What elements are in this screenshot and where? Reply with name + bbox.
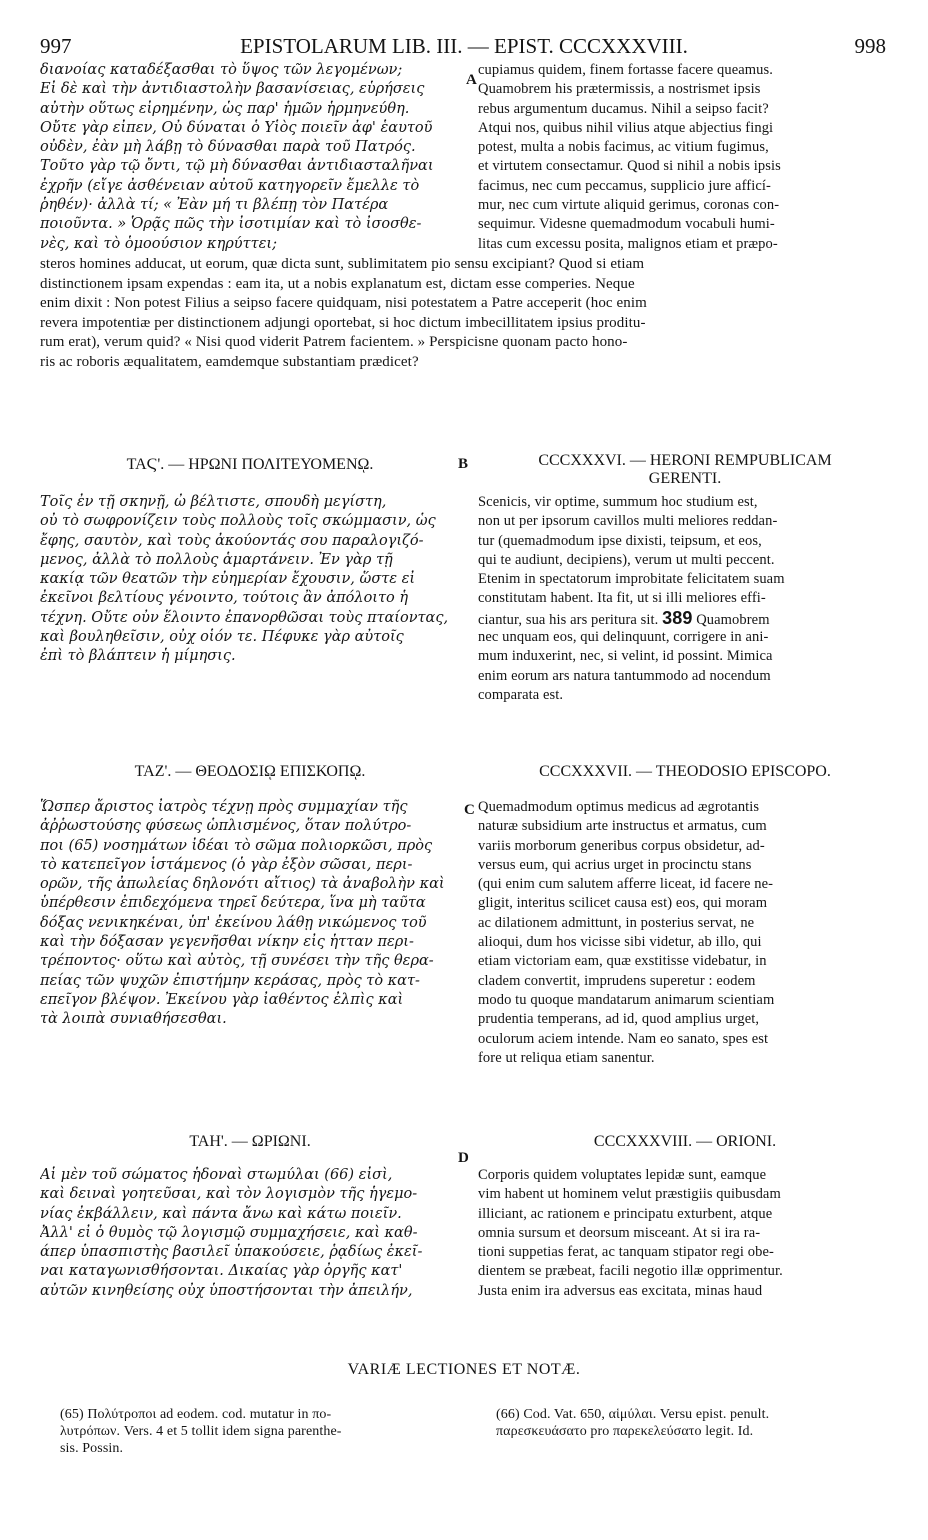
running-header: EPISTOLARUM LIB. III. — EPIST. CCCXXXVIII. — [240, 34, 688, 58]
greek-line: ναι καταγωνισθήσονται. Δικαίας γὰρ ὀργῆς κατ' — [40, 1263, 403, 1280]
greek-line: Ἀλλ' εἰ ὁ θυμὸς τῷ λογισμῷ συμμαχήσειε, καὶ καθ- — [40, 1224, 418, 1241]
latin-line: rum erat), verum quid? « Nisi quod viderit Patrem facientem. » Perspicisne quonam pacto hono- — [40, 334, 628, 351]
latin-line: Quemadmodum optimus medicus ad ægrotantis — [478, 799, 760, 815]
greek-line: Τοῖς ἐν τῇ σκηνῇ, ὦ βέλτιστε, σπουδὴ μεγίστη, — [40, 494, 387, 510]
latin-line: tioni suppetias ferat, ac tanquam stipator regi obe- — [478, 1244, 774, 1261]
greek-line: αὐτῶν κινηθείσης οὐχ ὑποστήσονται τὴν ἀπειλήν, — [40, 1282, 413, 1299]
greek-line: τὸ κατεπεῖγον ἱστάμενος (ὁ γὰρ ἐξὸν σῶσαι, περι- — [40, 856, 413, 873]
latin-line: qui te audiunt, decipiens), verum ut multi peccent. — [478, 551, 775, 568]
margin-marker-c: C — [464, 802, 475, 818]
latin-line: illiciant, ac rationem e principatu exturbent, atque — [478, 1205, 773, 1222]
column-number: 389 — [662, 608, 693, 628]
latin-line: mum induxerint, nec, si velint, id possint. Mimica — [478, 648, 773, 665]
notes-title: VARIÆ LECTIONES ET NOTÆ. — [347, 1361, 581, 1378]
left-page-number: 997 — [40, 34, 72, 58]
note-line: λυτρόπων. Vers. 4 et 5 tollit idem signa parenthe- — [60, 1424, 342, 1439]
latin-line: litas cum excessu posita, malignos etiam et præpo- — [478, 235, 778, 252]
greek-line: ῥηθέν)· ἀλλὰ τί; « Ἐὰν μή τι βλέπῃ τὸν Πατέρα — [40, 197, 389, 214]
latin-line: steros homines adducat, ut eorum, quæ dicta sunt, sublimitatem pio sensu excipiant? Quod si etiam — [40, 256, 645, 272]
section-1-latin — [478, 493, 892, 705]
latin-line: mur, nec cum virtute aliquid gerimus, coronas con- — [478, 197, 780, 214]
latin-line: fore ut reliqua etiam sanentur. — [478, 1049, 655, 1066]
latin-line: sequimur. Videsne quemadmodum vocabuli humi- — [478, 216, 775, 233]
margin-marker-a: A — [466, 72, 477, 88]
latin-line: distinctionem ipsam expendas : eam ita, ut a nobis explanatum est, dictam esse comperies. Neque — [40, 275, 635, 292]
latin-line: Scenicis, vir optime, summum hoc studium est, — [478, 494, 758, 510]
greek-section-title: ΤΑΖ'. — ΘΕΟΔΟΣΙῼ ΕΠΙΣΚΟΠῼ. — [134, 763, 366, 780]
latin-line: prudentia temperans, ad id, quod amplius urget, — [478, 1011, 760, 1028]
greek-line: διανοίας καταδέξασθαι τὸ ὕψος τῶν λεγομένων; — [40, 62, 403, 78]
latin-line: tur (quemadmodum ipse dixisti, teipsum, et eos, — [478, 532, 762, 549]
latin-line: nec unquam eos, qui delinquunt, corrigere in ani- — [478, 629, 769, 646]
greek-line: ἀῤῥωστούσης φύσεως ὡπλισμένος, ὅταν πολύτρο- — [40, 818, 412, 835]
latin-line: Justa enim ira adversus eas excitata, minas haud — [478, 1282, 763, 1299]
greek-section-title: ΤΑΗ'. — ΩΡΙΩΝΙ. — [189, 1133, 311, 1150]
note-line: παρεσκευάσατο pro παρεκελεύσατο legit. Id. — [496, 1424, 754, 1439]
note-line: (65) Πολύτροποι ad eodem. cod. mutatur in πο- — [60, 1407, 332, 1422]
greek-line: ορῶν, τῆς ἀπωλείας δηλονότι αἴτιος) τὰ ἀναβολὴν καὶ — [40, 876, 445, 893]
greek-line: ἔφης, σαυτὸν, καὶ τοὺς ἀκούοντάς σου παραλογιζό- — [40, 532, 424, 549]
greek-line: τρέποντος· οὕτω καὶ αὐτὸς, τῇ συνέσει τὴν τῆς θερα- — [40, 953, 434, 970]
latin-section-title: CCCXXXVII. — THEODOSIO EPISCOPO. — [539, 763, 831, 780]
greek-line: δόξας νενικηκέναι, ὑπ' ἐκείνου λάθῃ νικώμενος τοῦ — [40, 914, 427, 931]
latin-line: Quamobrem his prætermissis, a nostrismet ipsis — [478, 81, 761, 98]
latin-section-title — [478, 452, 892, 488]
latin-line: enim eorum ars natura tantummodo ad nocendum — [478, 667, 771, 684]
greek-line: Τοῦτο γὰρ τῷ ὄντι, τῷ μὴ δύνασθαι ἀντιδιασταλῆναι — [40, 158, 434, 175]
latin-line: etiam victoriam eam, quæ exstitisse videbatur, in — [478, 953, 767, 970]
latin-line: ac dilationem admittunt, in posterius servat, ne — [478, 914, 755, 931]
latin-line: variis morborum generibus corpus obsidetur, ad- — [478, 837, 765, 854]
greek-line: καὶ δειναὶ γοητεῦσαι, καὶ τὸν λογισμὸν τῆς ἡγεμο- — [40, 1186, 418, 1203]
latin-line: versus eum, qui acrius urget in procinctu stans — [478, 856, 752, 873]
latin-line-text: Quamobrem — [696, 611, 770, 628]
latin-line: cladem convertit, imprudens superetur : eodem — [478, 972, 756, 989]
greek-line: οὐδὲν, ἐὰν μὴ λάβῃ τὸ δύνασθαι παρὰ τοῦ Πατρός. — [40, 139, 416, 156]
section-2-greek — [40, 798, 460, 1030]
greek-line: Εἰ δὲ καὶ τὴν ἀντιδιαστολὴν βασανίσειας, εὑρήσεις — [40, 81, 425, 98]
greek-line: Ὥσπερ ἄριστος ἰατρὸς τέχνῃ πρὸς συμμαχίαν τῆς — [40, 799, 408, 815]
latin-line: revera impotentiæ per distinctionem adjungi oportebat, si hoc dictum imbecillitatem ipsius proditu- — [40, 314, 646, 331]
latin-line: vim habent ut hominem velut præstigiis quibusdam — [478, 1186, 781, 1203]
greek-line: ποιοῦντα. » Ὁρᾷς πῶς τὴν ἰσοτιμίαν καὶ τὸ ἰσοσθε- — [40, 216, 422, 233]
section-1-greek — [40, 493, 460, 667]
latin-line: rebus argumentum ducamus. Nihil a seipso facit? — [478, 100, 769, 117]
latin-section-title: CCCXXXVIII. — ORIONI. — [593, 1133, 777, 1150]
right-page-number: 998 — [854, 34, 886, 58]
top-greek-column — [40, 61, 462, 254]
latin-line: cupiamus quidem, finem fortasse facere queamus. — [478, 62, 773, 78]
latin-line-text: ciantur, sua his ars peritura sit. — [478, 611, 659, 628]
note-line: sis. Possin. — [60, 1441, 124, 1456]
latin-line: Atqui nos, quibus nihil vilius atque abjectius fingi — [478, 119, 774, 136]
latin-title-line: CCCXXXVI. — HERONI REMPUBLICAM — [538, 452, 832, 469]
greek-line: ἐκεῖνοι βελτίους γένοιντο, τούτοις ἂν ἀπόλοιτο ἡ — [40, 590, 409, 607]
greek-line: τέχνη. Οὔτε οὖν ἕλοιντο ἐπανορθῶσαι τοὺς πταίοντας, — [40, 609, 449, 626]
greek-line: ἐχρῆν (εἴγε ἀσθένειαν αὐτοῦ κατηγορεῖν ἔμελλε τὸ — [40, 177, 420, 194]
margin-marker-b: B — [458, 456, 469, 472]
greek-line: ὑπέρθεσιν ἐπιδεχόμενα τηρεῖ δεύτερα, ἵνα μὴ ταῦτα — [40, 895, 426, 912]
greek-section-title: ΤΑϚ'. — ΗΡΩΝΙ ΠΟΛΙΤΕΥΟΜΕΝῼ. — [126, 456, 374, 473]
top-latin-column — [478, 61, 892, 254]
notes-left — [60, 1406, 460, 1457]
greek-line: Αἱ μὲν τοῦ σώματος ἡδοναὶ στωμύλαι (66) εἰσὶ, — [40, 1167, 393, 1183]
latin-line: oculorum aciem intende. Nam eo sanato, spes est — [478, 1030, 769, 1047]
latin-title-line: GERENTI. — [648, 470, 722, 487]
greek-line: νίας ἐκβάλλειν, καὶ πάντα ἄνω καὶ κάτω ποιεῖν. — [40, 1205, 402, 1222]
latin-line: facimus, nec cum peccamus, supplicio jure afficí- — [478, 177, 771, 194]
greek-line: τὰ λοιπὰ συνιαθήσεσθαι. — [40, 1011, 227, 1028]
latin-line: potest, multa a nobis facimus, ac vitium fugimus, — [478, 139, 769, 156]
latin-line: non ut per ipsorum cavillos multi meliores reddan- — [478, 513, 778, 530]
latin-line: enim dixit : Non potest Filius a seipso facere quidquam, nisi potestatem a Patre acceperit (hoc enim — [40, 295, 647, 312]
latin-line: Corporis quidem voluptates lepidæ sunt, eamque — [478, 1167, 767, 1183]
latin-line: gligit, interitus scilicet causa est) eos, qui moram — [478, 895, 768, 912]
greek-line: Οὔτε γὰρ εἶπεν, Οὐ δύναται ὁ Υἱὸς ποιεῖν ἀφ' ἑαυτοῦ — [40, 119, 433, 136]
note-line: (66) Cod. Vat. 650, αἱμύλαι. Versu epist. penult. — [496, 1407, 770, 1422]
section-3-latin — [478, 1166, 892, 1301]
greek-line: αὐτὴν οὕτως εἰρημένην, ὡς παρ' ἡμῶν ἡρμηνεύθη. — [40, 100, 410, 117]
greek-line: ποι (65) νοσημάτων ἰδέαι τὸ σῶμα πολιορκῶσι, πρὸς — [40, 837, 433, 854]
latin-line: naturæ subsidium arte instructus et armatus, cum — [478, 818, 767, 835]
latin-line: (qui enim cum salutem afferre liceat, id facere ne- — [478, 876, 774, 893]
greek-line: νὲς, καὶ τὸ ὁμοούσιον κηρύττει; — [40, 235, 277, 252]
latin-line: dientem se præbeat, facili negotio illæ opprimentur. — [478, 1263, 783, 1280]
greek-line: κακίᾳ τῶν θεατῶν τὴν εὐημερίαν ἔχουσιν, ὥστε εἰ — [40, 571, 416, 588]
latin-line: Etenim in spectatorum improbitate felicitatem suam — [478, 571, 785, 588]
greek-line: καὶ βουληθεῖσιν, οὐχ οἷόν τε. Πέφυκε γὰρ αὐτοῖς — [40, 629, 404, 646]
latin-line — [478, 609, 892, 628]
latin-line: alioqui, dum hos vicisse sibi videtur, ab illo, qui — [478, 934, 762, 951]
latin-line: ris ac roboris æqualitatem, eamdemque substantiam prædicet? — [40, 353, 419, 370]
greek-line: ἐπὶ τὸ βλάπτειν ἡ μίμησις. — [40, 648, 236, 665]
latin-line: et virtutem consectamur. Quod si nihil a nobis ipsis — [478, 158, 781, 175]
greek-line: οὐ τὸ σωφρονίζειν τοὺς πολλοὺς τοῖς σκώμμασιν, ὡς — [40, 513, 436, 530]
section-3-greek — [40, 1166, 460, 1301]
latin-line: constitutam habent. Ita fit, ut si illi meliores effi- — [478, 590, 766, 607]
greek-line: καὶ τὴν δόξασαν γεγενῆσθαι νίκην εἰς ἧτταν περι- — [40, 934, 414, 951]
latin-line: omnia sursum et deorsum misceant. At si ira ra- — [478, 1224, 761, 1241]
greek-line: μενος, ἀλλὰ τὸ πολλοὺς ἁμαρτάνειν. Ἐν γὰρ τῇ — [40, 551, 393, 568]
greek-line: άπερ ὑπασπιστὴς βασιλεῖ ὑπακούσειε, ῥᾳδίως ἐκεῖ- — [40, 1244, 423, 1261]
greek-line: επεῖγον βλέψον. Ἐκείνου γὰρ ἰαθέντος ἐλπὶς καὶ — [40, 991, 404, 1008]
latin-line: comparata est. — [478, 686, 564, 703]
section-2-latin — [478, 798, 892, 1068]
margin-marker-d: D — [458, 1150, 469, 1166]
latin-line: modo tu quoque mandatarum animarum scientiam — [478, 991, 775, 1008]
greek-line: πείας τῶν ψυχῶν ἐπιστήμην κεράσας, πρὸς τὸ κατ- — [40, 972, 420, 989]
full-width-latin — [40, 255, 892, 373]
notes-right — [496, 1406, 896, 1440]
